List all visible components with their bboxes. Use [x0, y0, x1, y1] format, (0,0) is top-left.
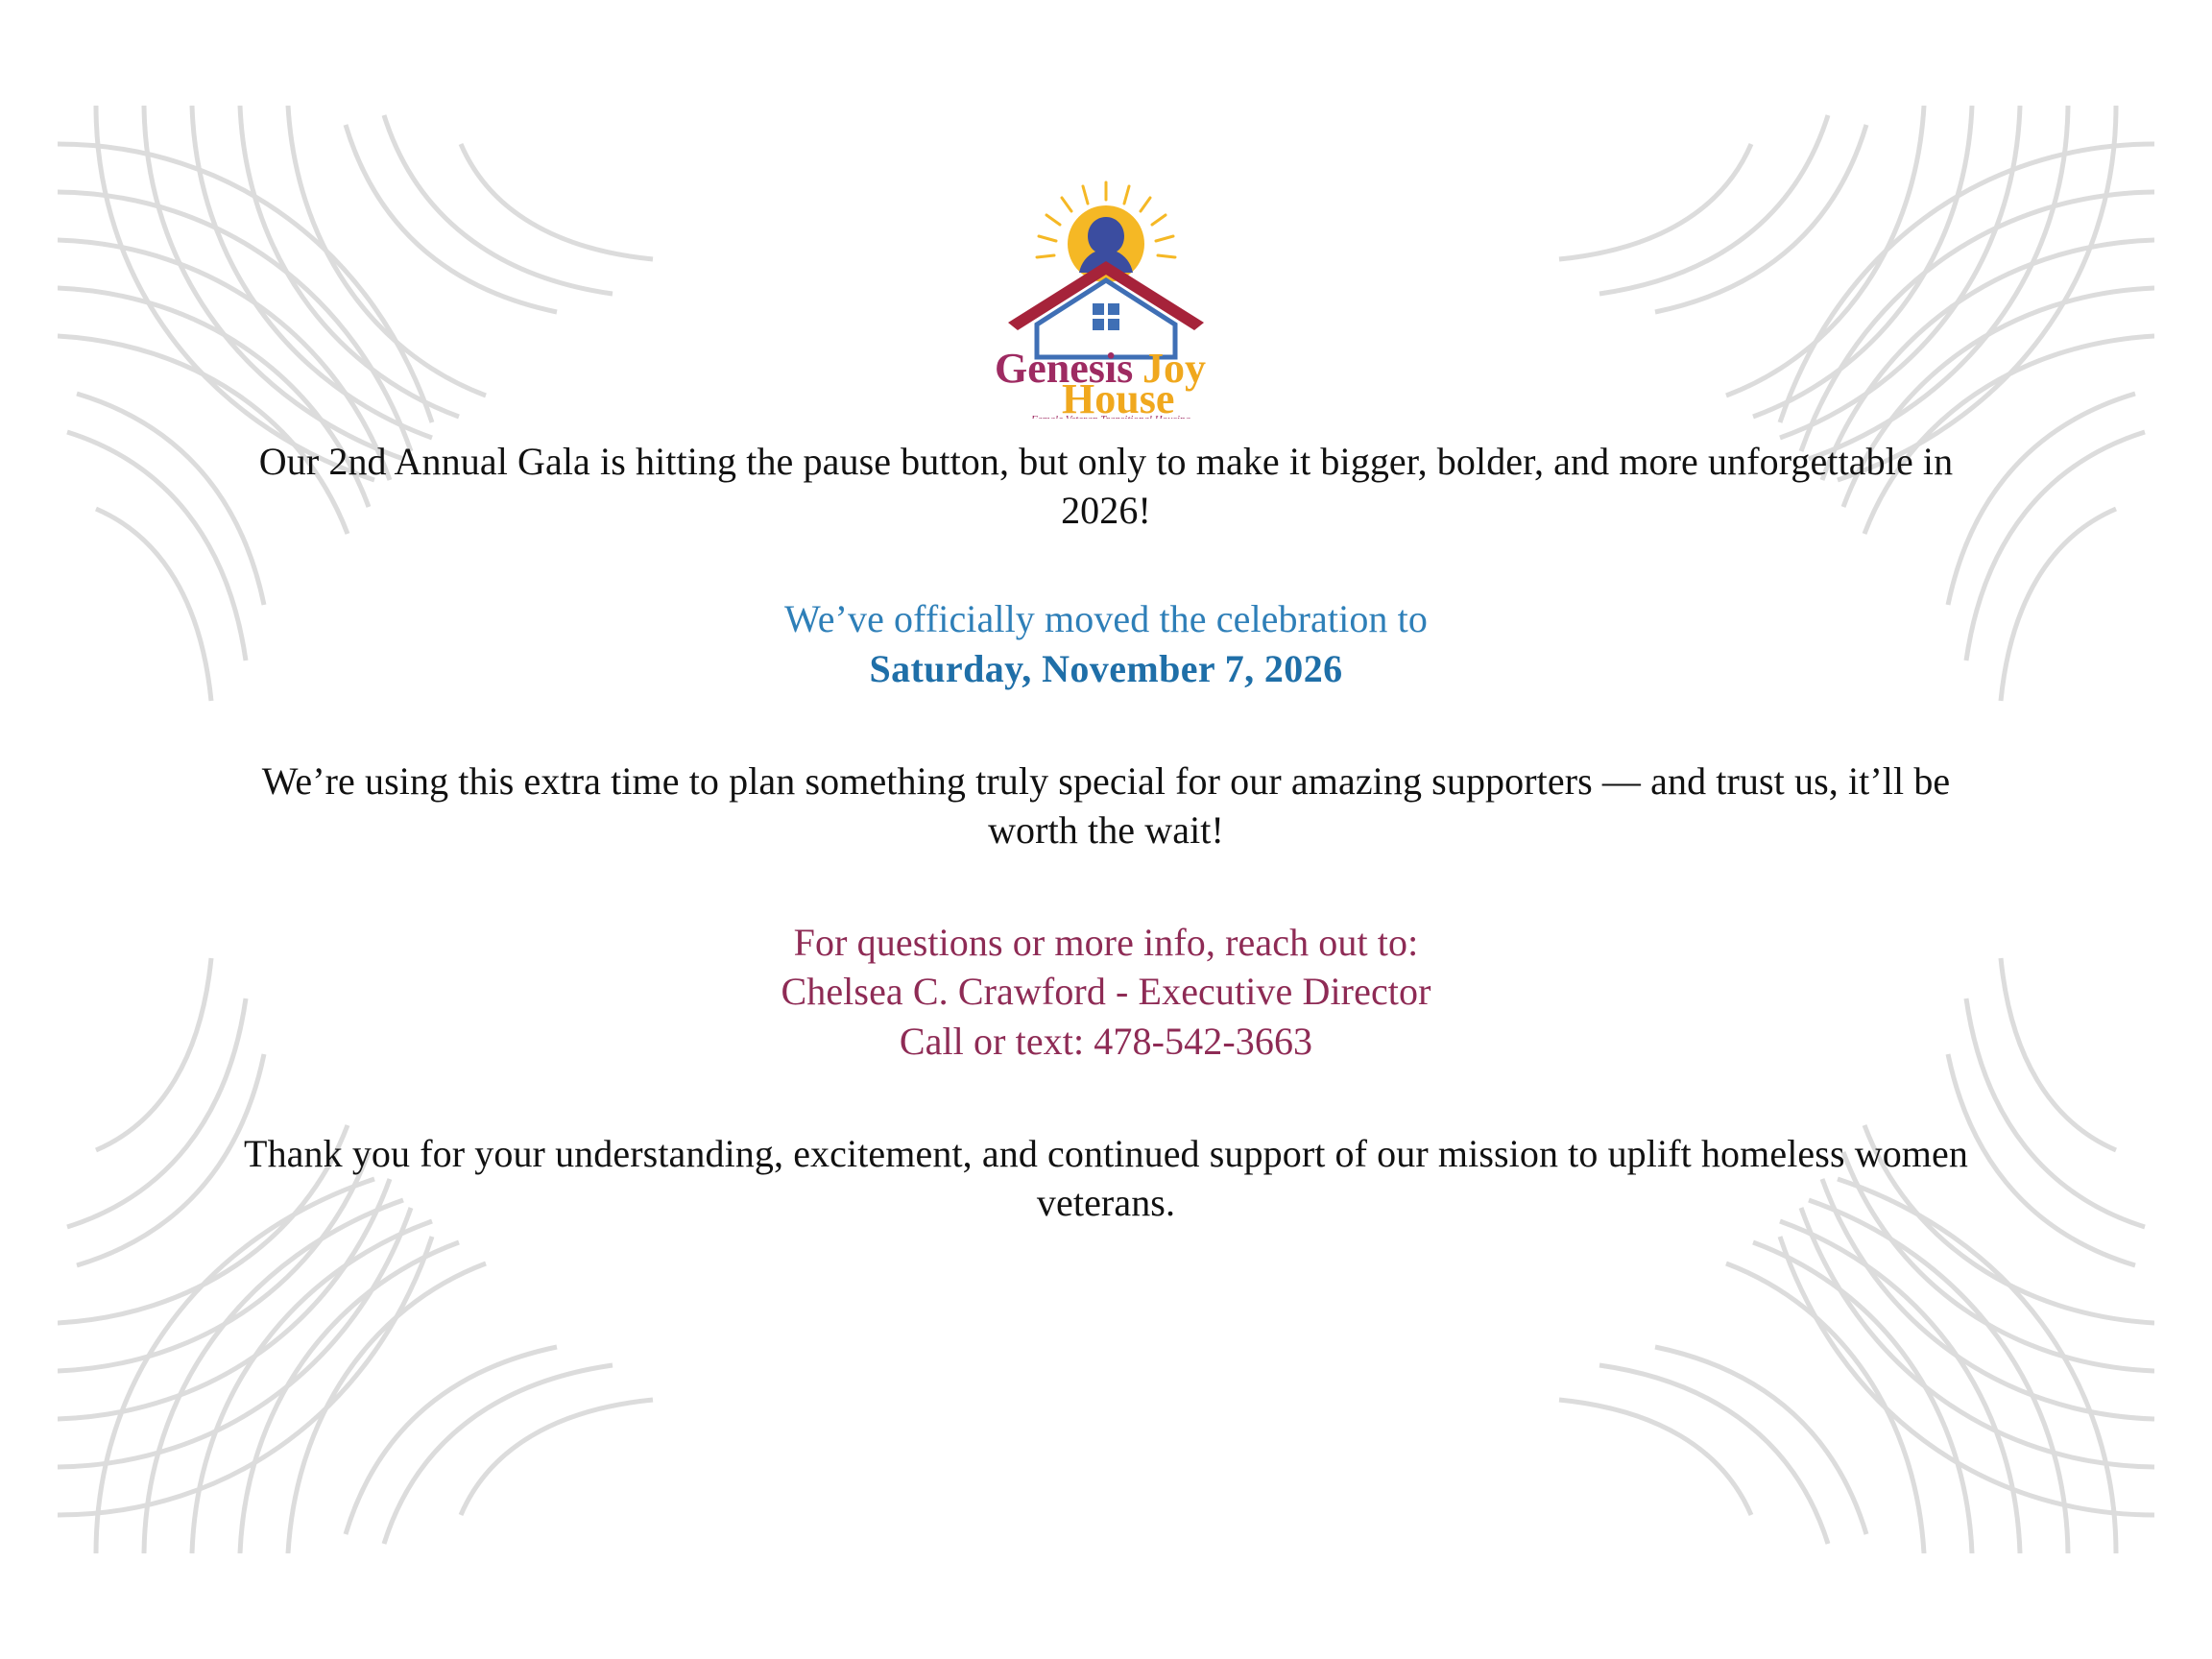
- contact-label: For questions or more info, reach out to:: [793, 921, 1419, 965]
- contact-name: Chelsea C. Crawford - Executive Director: [781, 970, 1431, 1014]
- svg-text:Joy: Joy: [1142, 345, 1206, 392]
- svg-text:House: House: [1062, 375, 1175, 419]
- spacer: [0, 693, 2212, 757]
- organization-logo: [0, 179, 2212, 419]
- new-event-date: Saturday, November 7, 2026: [869, 646, 1343, 690]
- spacer: [0, 1066, 2212, 1129]
- intro-paragraph: Our 2nd Annual Gala is hitting the pause button, but only to make it bigger, bolder, and more unforgettable in 2026!: [258, 440, 1954, 533]
- flyer-body: [0, 437, 2212, 1227]
- svg-text:Female Veteran Transitional Ho: [1030, 414, 1190, 419]
- spacer: [0, 535, 2212, 594]
- svg-text:Genesis: Genesis: [995, 345, 1134, 392]
- contact-phone[interactable]: Call or text: 478-542-3663: [899, 1019, 1313, 1063]
- closing-paragraph: Thank you for your understanding, excitement, and continued support of our mission to uplift homeless women veterans.: [244, 1131, 1968, 1224]
- spacer: [0, 854, 2212, 918]
- moved-celebration-label: We’ve officially moved the celebration to: [784, 597, 1428, 641]
- genesis-joy-house-logo-icon: [977, 179, 1235, 419]
- extra-time-paragraph: We’re using this extra time to plan something truly special for our amazing supporters — and trust us, it’ll be worth the wait!: [261, 758, 1951, 852]
